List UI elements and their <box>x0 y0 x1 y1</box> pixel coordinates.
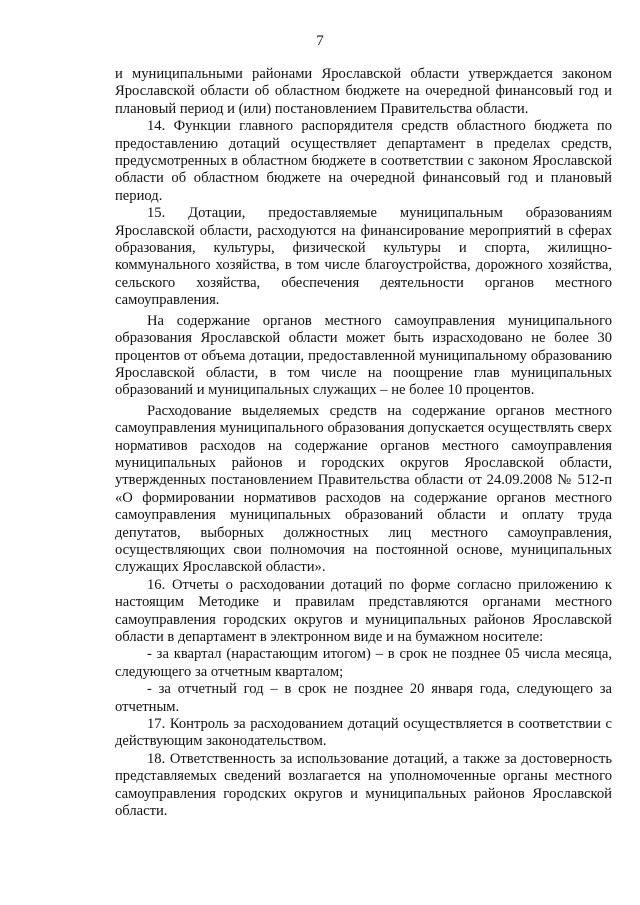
paragraph-item-15: 15. Дотации, предоставляемые муниципальным образованиям Ярославской области, расходуются на финансирование мероприятий в сферах образования, культуры, физической культуры и спорта, жилищно-коммунального хозяйства, в том числе благоустройства, дорожного хозяйства, сельского хозяйства, обеспечения деятельности органов местного самоуправления. <box>115 205 612 309</box>
paragraph-continuation: и муниципальными районами Ярославской области утверждается законом Ярославской области об областном бюджете на очередной финансовый год и плановый период и (или) постановлением Правительства области. <box>115 66 612 117</box>
paragraph-maintenance-limit: На содержание органов местного самоуправления муниципального образования Ярославской области может быть израсходовано не более 30 процентов от объема дотации, предоставленной муниципальному образованию Ярославской области, в том числе на поощрение глав муниципальных образований и муниципальных служащих – не более 10 процентов. <box>115 312 612 399</box>
list-item-annual-report: - за отчетный год – в срок не позднее 20 января года, следующего за отчетным. <box>115 681 612 715</box>
paragraph-item-16: 16. Отчеты о расходовании дотаций по форме согласно приложению к настоящим Методике и правилам представляются органами местного самоуправления городских округов и муниципальных районов Ярославской области в департамент в электронном виде и на бумажном носителе: <box>115 576 612 645</box>
paragraph-item-17: 17. Контроль за расходованием дотаций осуществляется в соответствии с действующим законодательством. <box>115 716 612 750</box>
paragraph-item-18: 18. Ответственность за использование дотаций, а также за достоверность представляемых сведений возлагается на уполномоченные органы местного самоуправления городских округов и муниципальных районов Ярославской области. <box>115 750 612 820</box>
list-item-quarterly-report: - за квартал (нарастающим итогом) – в срок не позднее 05 числа месяца, следующего за отчетным кварталом; <box>115 646 612 680</box>
document-body <box>115 66 612 820</box>
page-number: 7 <box>316 33 324 49</box>
paragraph-spending-norms: Расходование выделяемых средств на содержание органов местного самоуправления муниципального образования допускается осуществлять сверх нормативов расходов на содержание органов местного самоуправления муниципальных районов и городских округов Ярославской области, утвержденных постановлением Правительства области от 24.09.2008 № 512-п «О формировании нормативов расходов на содержание органов местного самоуправления муниципальных образований области и оплату труда депутатов, выборных должностных лиц местного самоуправления, осуществляющих свои полномочия на постоянной основе, муниципальных служащих Ярославской области». <box>115 402 612 576</box>
paragraph-item-14: 14. Функции главного распорядителя средств областного бюджета по предоставлению дотаций осуществляет департамент в пределах средств, предусмотренных в областном бюджете в соответствии с законом Ярославской области об областном бюджете на очередной финансовый год и плановый период. <box>115 118 612 204</box>
